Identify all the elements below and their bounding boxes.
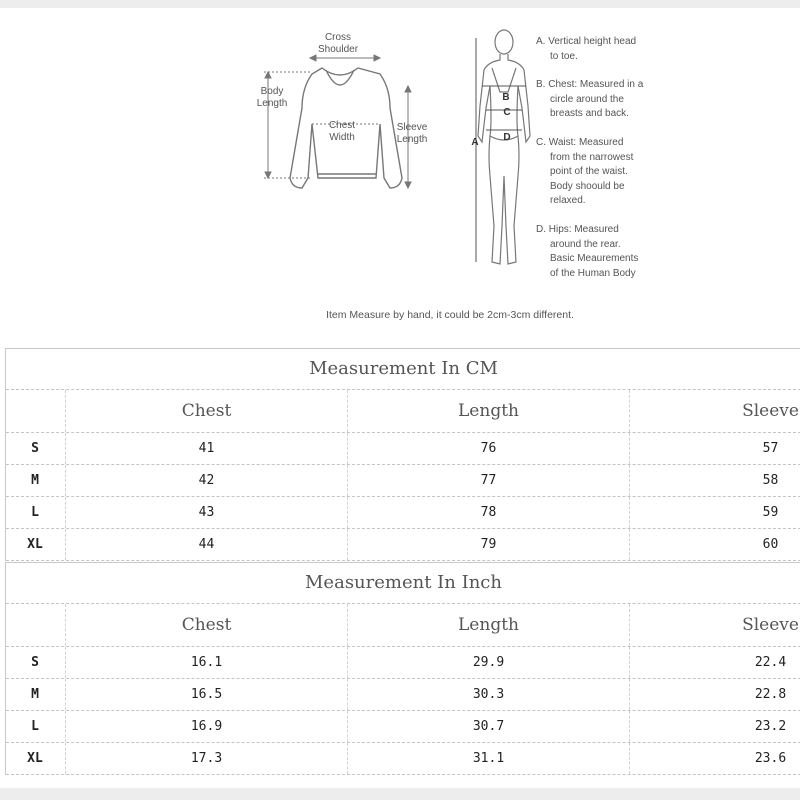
table-row bbox=[6, 465, 800, 497]
length-cell: 77 bbox=[347, 465, 629, 496]
legend-c-line2: from the narrowest bbox=[550, 151, 634, 163]
sleeve-header: Sleeve bbox=[629, 604, 800, 646]
legend-b-line1: B. Chest: Measured in a bbox=[536, 79, 644, 90]
size-cell: M bbox=[31, 687, 39, 702]
table-header-row bbox=[6, 604, 800, 647]
legend-d-line3: Basic Meaurements bbox=[550, 253, 639, 264]
legend-a bbox=[536, 35, 666, 64]
table-row bbox=[6, 647, 800, 679]
legend-b-line3: breasts and back. bbox=[550, 108, 629, 119]
table-row bbox=[6, 497, 800, 529]
table-row bbox=[6, 529, 800, 561]
length-header: Length bbox=[347, 390, 629, 432]
size-cell: S bbox=[31, 655, 39, 670]
measurement-note: Item Measure by hand, it could be 2cm-3cm different. bbox=[326, 309, 574, 321]
sleeve-cell: 23.2 bbox=[629, 711, 800, 742]
marker-b: B bbox=[502, 92, 510, 103]
cross-shoulder-label: Cross Shoulder bbox=[318, 32, 359, 55]
chest-header: Chest bbox=[65, 604, 347, 646]
legend-c-line5: relaxed. bbox=[550, 195, 586, 206]
table-row bbox=[6, 433, 800, 465]
size-header-cell bbox=[6, 604, 64, 646]
size-cell: S bbox=[31, 441, 39, 456]
legend-c-line4: Body shoould be bbox=[550, 180, 625, 192]
bottom-divider-strip bbox=[0, 788, 800, 800]
body-length-label: Body Length bbox=[256, 86, 288, 109]
cm-measurement-table bbox=[5, 348, 800, 561]
size-cell: L bbox=[31, 719, 39, 734]
marker-d: D bbox=[503, 132, 511, 143]
size-guide-diagram bbox=[0, 0, 800, 340]
legend-d-line4: of the Human Body bbox=[550, 267, 636, 279]
table-row bbox=[6, 743, 800, 775]
length-cell: 30.7 bbox=[347, 711, 629, 742]
chest-header: Chest bbox=[65, 390, 347, 432]
legend-d bbox=[536, 223, 666, 281]
chest-cell: 43 bbox=[65, 497, 347, 528]
legend-b bbox=[536, 78, 666, 122]
table-title: Measurement In CM bbox=[6, 349, 800, 390]
length-cell: 31.1 bbox=[347, 743, 629, 774]
legend-c-line1: C. Waist: Measured bbox=[536, 137, 624, 148]
sleeve-cell: 23.6 bbox=[629, 743, 800, 774]
size-cell: M bbox=[31, 473, 39, 488]
legend-d-line1: D. Hips: Measured bbox=[536, 224, 619, 235]
size-cell: XL bbox=[27, 751, 43, 766]
legend-b-line2: circle around the bbox=[550, 93, 624, 105]
chest-cell: 16.1 bbox=[65, 647, 347, 678]
chest-cell: 16.5 bbox=[65, 679, 347, 710]
table-row bbox=[6, 679, 800, 711]
chest-cell: 16.9 bbox=[65, 711, 347, 742]
chest-cell: 17.3 bbox=[65, 743, 347, 774]
length-cell: 78 bbox=[347, 497, 629, 528]
sleeve-cell: 58 bbox=[629, 465, 800, 496]
marker-a: A bbox=[471, 137, 479, 148]
legend-a-line1: A. Vertical height head bbox=[536, 36, 637, 47]
sleeve-cell: 59 bbox=[629, 497, 800, 528]
legend-c bbox=[536, 136, 666, 209]
table-row bbox=[6, 711, 800, 743]
human-body-figure bbox=[468, 26, 534, 272]
chest-cell: 44 bbox=[65, 529, 347, 560]
inch-measurement-table bbox=[5, 562, 800, 775]
length-header: Length bbox=[347, 604, 629, 646]
legend-a-line2: to toe. bbox=[550, 50, 578, 62]
sleeve-cell: 22.8 bbox=[629, 679, 800, 710]
length-cell: 79 bbox=[347, 529, 629, 560]
size-header-cell bbox=[6, 390, 64, 432]
chest-cell: 41 bbox=[65, 433, 347, 464]
length-cell: 76 bbox=[347, 433, 629, 464]
sleeve-cell: 60 bbox=[629, 529, 800, 560]
sleeve-cell: 22.4 bbox=[629, 647, 800, 678]
chest-width-label: Chest Width bbox=[328, 120, 356, 143]
sleeve-header: Sleeve bbox=[629, 390, 800, 432]
table-header-row bbox=[6, 390, 800, 433]
length-cell: 30.3 bbox=[347, 679, 629, 710]
sleeve-cell: 57 bbox=[629, 433, 800, 464]
sleeve-length-label: Sleeve Length bbox=[396, 122, 428, 145]
marker-c: C bbox=[503, 107, 511, 118]
size-cell: L bbox=[31, 505, 39, 520]
chest-cell: 42 bbox=[65, 465, 347, 496]
legend-d-line2: around the rear. bbox=[550, 238, 621, 250]
length-cell: 29.9 bbox=[347, 647, 629, 678]
size-cell: XL bbox=[27, 537, 43, 552]
table-title: Measurement In Inch bbox=[6, 563, 800, 604]
legend-c-line3: point of the waist. bbox=[550, 166, 628, 177]
